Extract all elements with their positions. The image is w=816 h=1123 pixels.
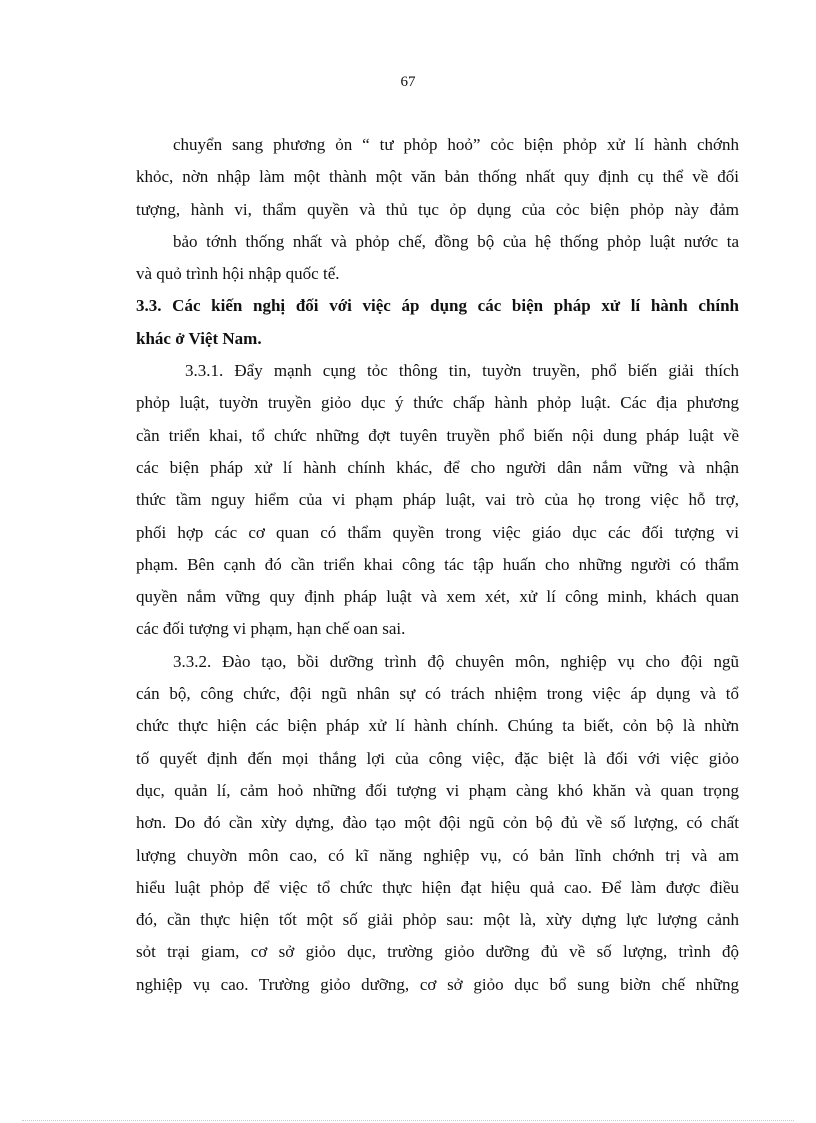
paragraph-line: các đối tượng vi phạm, hạn chế oan sai. (136, 619, 406, 639)
paragraph-line: đó, cần thực hiện tốt một số giải phỏp sau: một là, xừy dựng lực lượng cảnh (136, 910, 739, 930)
paragraph-line: sỏt trại giam, cơ sở giỏo dục, trường giỏo dưỡng đủ về số lượng, trình độ (136, 942, 739, 962)
document-body (136, 129, 739, 1001)
paragraph-line: lượng chuyờn môn cao, có kĩ năng nghiệp vụ, có bản lĩnh chớnh trị và am (136, 845, 739, 865)
paragraph-line: 3.3.2. Đào tạo, bồi dưỡng trình độ chuyên môn, nghiệp vụ cho đội ngũ (173, 651, 739, 671)
paragraph-line: và quỏ trình hội nhập quốc tế. (136, 264, 340, 284)
paragraph-line: quyền nắm vững quy định pháp luật và xem xét, xử lí công minh, khách quan (136, 587, 739, 607)
paragraph-line: 3.3.1. Đẩy mạnh cụng tỏc thông tin, tuyờn truyền, phổ biến giải thích (185, 361, 739, 381)
paragraph-line: thức tầm nguy hiểm của vi phạm pháp luật, vai trò của họ trong việc hỗ trợ, (136, 490, 739, 510)
paragraph-line: phỏp luật, tuyờn truyền giỏo dục ý thức chấp hành phỏp luật. Các địa phương (136, 393, 739, 413)
section-heading-line: khác ở Việt Nam. (136, 328, 262, 348)
page-bottom-divider (22, 1120, 794, 1121)
paragraph-line: tượng, hành vi, thẩm quyền và thủ tục ỏp dụng của cỏc biện phỏp này đảm (136, 199, 739, 219)
paragraph-line: hơn. Do đó cần xừy dựng, đào tạo một đội ngũ cỏn bộ đủ về số lượng, có chất (136, 813, 739, 833)
paragraph-line: khỏc, nờn nhập làm một thành một văn bản thống nhất quy định cụ thể về đối (136, 167, 739, 187)
paragraph-line: tố quyết định đến mọi thắng lợi của công việc, đặc biệt là đối với việc giỏo (136, 748, 739, 768)
paragraph-line: bảo tớnh thống nhất và phỏp chế, đồng bộ của hệ thống phỏp luật nước ta (173, 231, 739, 251)
paragraph-line: các biện pháp xử lí hành chính khác, để cho người dân nắm vững và nhận (136, 457, 739, 477)
section-heading-line: 3.3. Các kiến nghị đối với việc áp dụng các biện pháp xử lí hành chính (136, 296, 739, 316)
paragraph-line: cán bộ, công chức, đội ngũ nhân sự có trách nhiệm trong việc áp dụng và tổ (136, 684, 739, 704)
page-number: 67 (400, 74, 416, 90)
paragraph-line: phạm. Bên cạnh đó cần triển khai công tác tập huấn cho những người có thẩm (136, 554, 739, 574)
paragraph-line: nghiệp vụ cao. Trường giỏo dưỡng, cơ sở giỏo dục bổ sung biờn chế những (136, 974, 739, 994)
paragraph-line: cần triển khai, tổ chức những đợt tuyên truyền phổ biến nội dung pháp luật về (136, 425, 739, 445)
paragraph-line: dục, quản lí, cảm hoỏ những đối tượng vi phạm càng khó khăn và quan trọng (136, 780, 739, 800)
paragraph-line: phối hợp các cơ quan có thẩm quyền trong việc giáo dục các đối tượng vi (136, 522, 739, 542)
paragraph-line: chuyển sang phương ỏn “ tư phỏp hoỏ” cỏc biện phỏp xử lí hành chớnh (173, 135, 739, 154)
paragraph-line: hiểu luật phỏp để việc tổ chức thực hiện đạt hiệu quả cao. Để làm được điều (136, 877, 739, 897)
paragraph-line: chức thực hiện các biện pháp xử lí hành chính. Chúng ta biết, cỏn bộ là nhừn (136, 716, 739, 736)
